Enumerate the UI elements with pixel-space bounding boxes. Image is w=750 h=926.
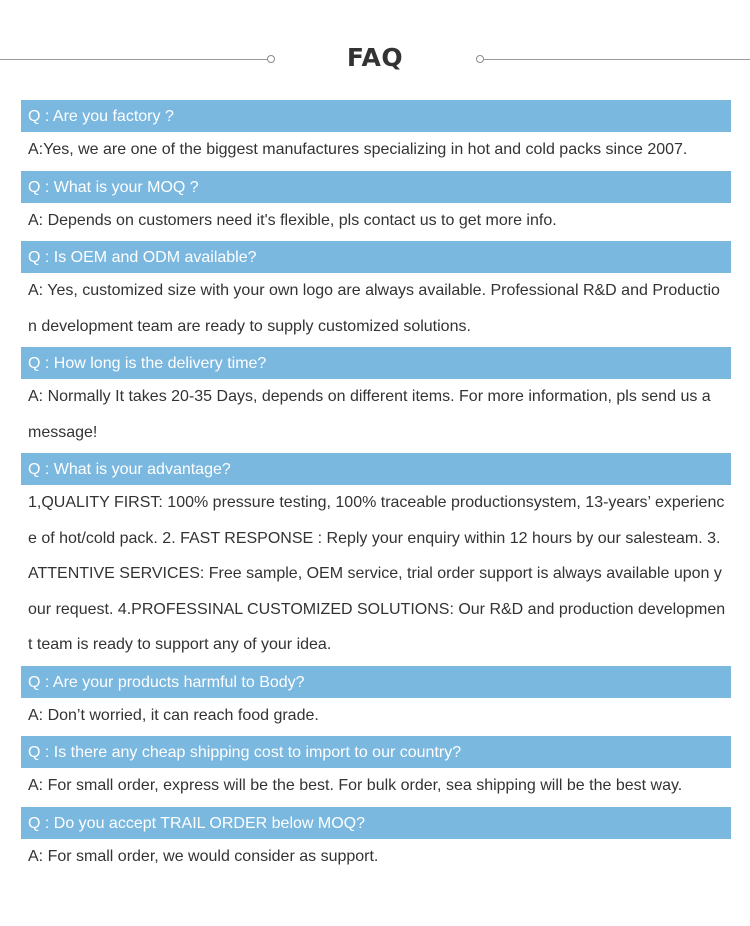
faq-answer: A: Don’t worried, it can reach food grade.: [28, 706, 319, 724]
faq-answer: A: Yes, customized size with your own logo are always available. Professional R&D and Production development team are ready to supply customized solutions.: [28, 282, 720, 335]
faq-question: Q : What is your MOQ ?: [21, 171, 731, 203]
faq-header: [0, 0, 750, 100]
faq-item: [21, 171, 731, 242]
faq-item: [21, 736, 731, 807]
faq-item: [21, 807, 731, 878]
faq-answer: A: Normally It takes 20-35 Days, depends on different items. For more information, pls send us a message!: [28, 388, 711, 441]
faq-answer: A: Depends on customers need it's flexible, pls contact us to get more info.: [28, 211, 557, 229]
faq-question: Q : What is your advantage?: [21, 453, 731, 485]
faq-question: Q : Are your products harmful to Body?: [21, 666, 731, 698]
page-title: FAQ: [346, 43, 404, 72]
faq-item: [21, 100, 731, 171]
faq-item: [21, 666, 731, 737]
header-divider-right: [484, 59, 750, 60]
faq-list: [21, 100, 731, 877]
header-divider-dot-right: [476, 55, 484, 63]
faq-question: Q : How long is the delivery time?: [21, 347, 731, 379]
faq-question: Q : Are you factory ?: [21, 100, 731, 132]
faq-item: [21, 347, 731, 453]
faq-answer: A: For small order, we would consider as support.: [28, 847, 379, 865]
faq-item: [21, 453, 731, 666]
faq-question: Q : Is there any cheap shipping cost to import to our country?: [21, 736, 731, 768]
faq-question: Q : Do you accept TRAIL ORDER below MOQ?: [21, 807, 731, 839]
faq-answer: A:Yes, we are one of the biggest manufactures specializing in hot and cold packs since 2007.: [28, 141, 688, 158]
faq-question: Q : Is OEM and ODM available?: [21, 241, 731, 273]
faq-answer: 1,QUALITY FIRST: 100% pressure testing, 100% traceable productionsystem, 13-years’ experience of hot/cold pack. 2. FAST RESPONSE : Reply your enquiry within 12 hours by our salesteam. 3.ATTENTIVE SERVICES: Free sample, OEM service, trial order support is always available upon your request. 4.PROFESSINAL CUSTOMIZED SOLUTIONS: Our R&D and production development team is ready to support any of your idea.: [28, 494, 726, 653]
faq-answer: A: For small order, express will be the best. For bulk order, sea shipping will be the best way.: [28, 777, 683, 794]
faq-item: [21, 241, 731, 347]
